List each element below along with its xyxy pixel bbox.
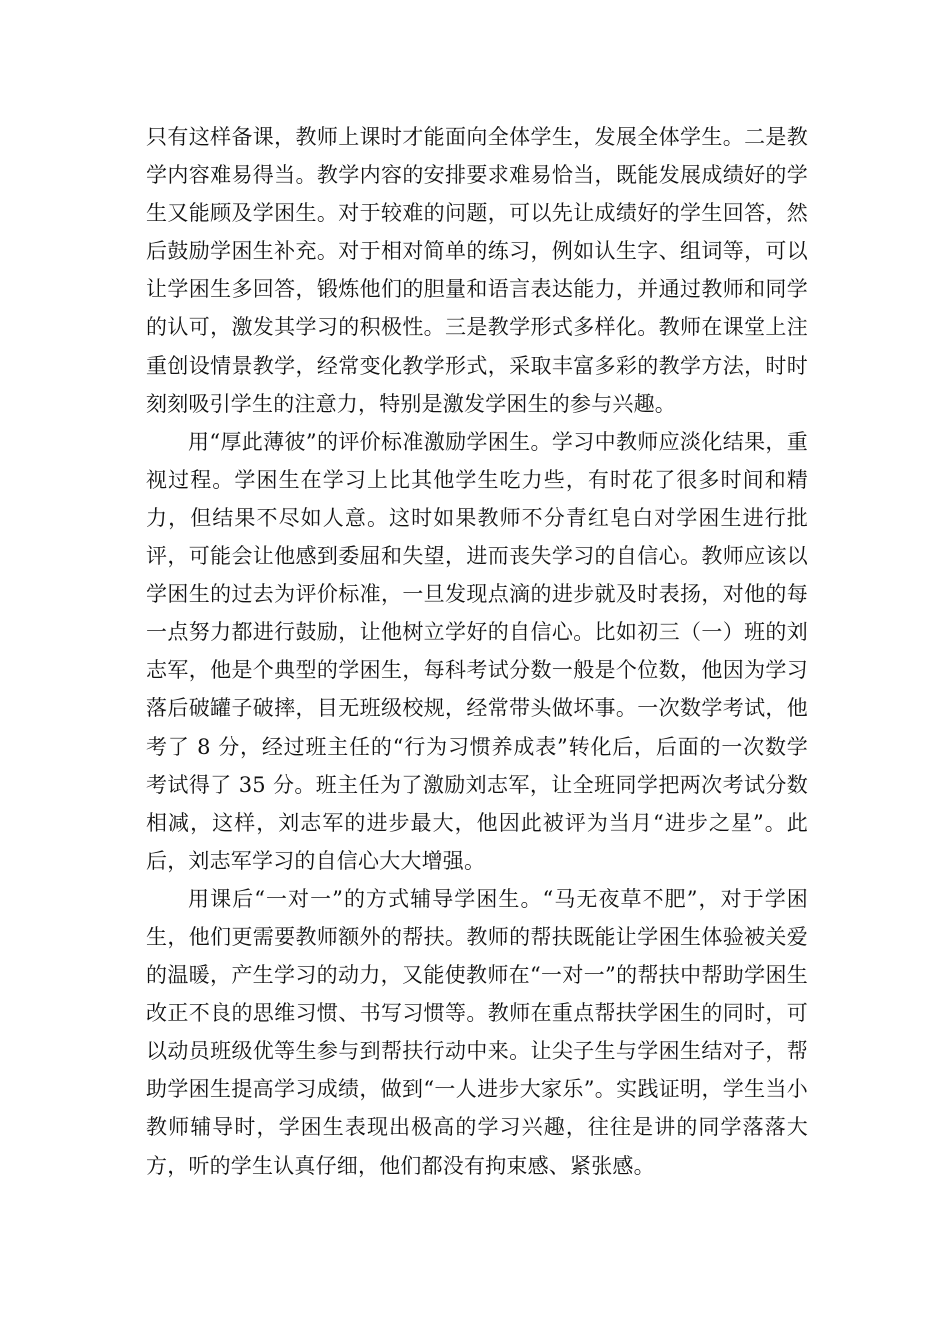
paragraph-one-on-one-tutoring: 用课后“一对一”的方式辅导学困生。“马无夜草不肥”，对于学困生，他们更需要教师额外的帮扶。教师的帮扶既能让学困生体验被关爱的温暖，产生学习的动力，又能使教师在“一对一”的帮扶中帮助学困生改正不良的思维习惯、书写习惯等。教师在重点帮扶学困生的同时，可以动员班级优等生参与到帮扶行动中来。让尖子生与学困生结对子，帮助学困生提高学习成绩，做到“一人进步大家乐”。实践证明，学生当小教师辅导时，学困生表现出极高的学习兴趣，往往是讲的同学落落大方，听的学生认真仔细，他们都没有拘束感、紧张感。 xyxy=(146,886,808,1178)
paragraph-teaching-methods: 只有这样备课，教师上课时才能面向全体学生，发展全体学生。二是教学内容难易得当。教学内容的安排要求难易恰当，既能发展成绩好的学生又能顾及学困生。对于较难的问题，可以先让成绩好的学生回答，然后鼓励学困生补充。对于相对简单的练习，例如认生字、组词等，可以让学困生多回答，锻炼他们的胆量和语言表达能力，并通过教师和同学的认可，激发其学习的积极性。三是教学形式多样化。教师在课堂上注重创设情景教学，经常变化教学形式，采取丰富多彩的教学方法，时时刻刻吸引学生的注意力，特别是激发学困生的参与兴趣。 xyxy=(146,125,808,416)
document-body xyxy=(146,118,808,1185)
paragraph-evaluation-standard: 用“厚此薄彼”的评价标准激励学困生。学习中教师应淡化结果，重视过程。学困生在学习上比其他学生吃力些，有时花了很多时间和精力，但结果不尽如人意。这时如果教师不分青红皂白对学困生进行批评，可能会让他感到委屈和失望，进而丧失学习的自信心。教师应该以学困生的过去为评价标准，一旦发现点滴的进步就及时表扬，对他的每一点努力都进行鼓励，让他树立学好的自信心。比如初三（一）班的刘志军，他是个典型的学困生，每科考试分数一般是个位数，他因为学习落后破罐子破摔，目无班级校规，经常带头做坏事。一次数学考试，他考了 8 分，经过班主任的“行为习惯养成表”转化后，后面的一次数学考试得了 35 分。班主任为了激励刘志军，让全班同学把两次考试分数相减，这样，刘志军的进步最大，他因此被评为当月“进步之星”。此后，刘志军学习的自信心大大增强。 xyxy=(146,429,808,873)
